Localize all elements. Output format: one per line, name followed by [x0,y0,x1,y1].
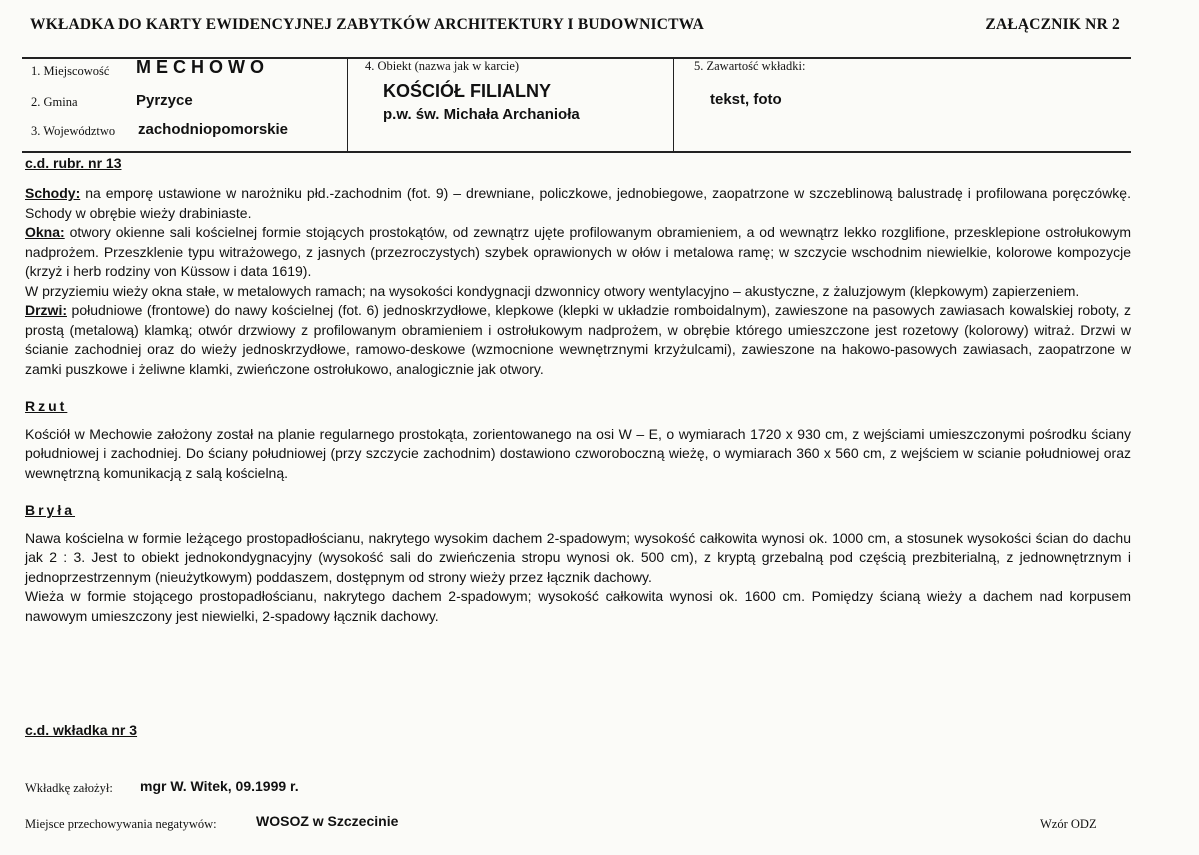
rzut-heading: Rzut [25,398,68,414]
drzwi-paragraph [25,301,1131,379]
okna-text: otwory okienne sali kościelnej formie stojących prostokątów, od zewnątrz ujęte profilowanym obramieniem, a od wewnątrz lekko rozglifione, przesklepione ostrołukowym nadprożem. Przeszklenie typu witrażowego, z jasnych (przezroczystych) szybek oprawionych w ołów i metalowa ramę; w szczycie wschodnim niewielkie, kolorowe kompozycje (krzyż i herb rodziny von Küssow i data 1619). [25,224,1131,279]
document-body [25,184,1131,626]
wojewodztwo-value: zachodniopomorskie [138,121,289,138]
okna-label: Okna: [25,224,65,240]
schody-label: Schody: [25,185,81,201]
bryla-paragraph-2: Wieża w formie stojącego prostopadłościanu, nakrytego dachem 2-spadowym; wysokość całkowita wynosi ok. 1600 cm. Pomiędzy ścianą wieży a dachem nad korpusem nawowym umieszczony jest niewielki, 2-spadowy łącznik dachowy. [25,588,1131,624]
okna-paragraph [25,223,1131,282]
fields-bottom-rule [22,151,1131,153]
okna-paragraph-2: W przyziemiu wieży okna stałe, w metalowych ramach; na wysokości kondygnacji dzwonnicy otwory wentylacyjno – akustyczne, z żaluzjowym (klepkowym) zapierzeniem. [25,282,1080,299]
miejscowosc-value: MECHOWO [136,57,269,77]
obiekt-dedication: p.w. św. Michała Archanioła [383,106,580,123]
negatywy-value: WOSOZ w Szczecinie [256,813,399,829]
obiekt-label: 4. Obiekt (nazwa jak w karcie) [365,59,520,73]
gmina-label: 2. Gmina [31,95,78,109]
zawartosc-value: tekst, foto [710,91,782,108]
drzwi-text: południowe (frontowe) do nawy kościelnej (fot. 6) jednoskrzydłowe, klepkowe (klepki w układzie romboidalnym), zawieszone na pasowych zawiasach kowalskiej roboty, z prostą (metalową) klamką; otwór drzwiowy z profilowanym obramieniem i ostrołukowym nadprożem, w obrębie którego umieszczone jest rozetowy (kolorowy) witraż. Drzwi w ścianie zachodniej oraz do wieży jednoskrzydłowe, ramowo-deskowe (wzmocnione wewnętrznymi krzyżulcami), zawieszone na hakowo-pasowych zawiasach, zaopatrzone w zamki puszkowe i żeliwne klamki, zwieńczone ostrołukowo, analogicznie jak otwory. [25,302,1131,377]
wojewodztwo-label: 3. Województwo [31,124,116,138]
schody-paragraph [25,184,1131,223]
drzwi-label: Drzwi: [25,302,67,318]
section-continuation-bottom: c.d. wkładka nr 3 [25,722,138,738]
bryla-heading: Bryła [25,502,76,518]
fields-divider-1 [347,57,348,151]
document-title: WKŁADKA DO KARTY EWIDENCYJNEJ ZABYTKÓW ARCHITEKTURY I BUDOWNICTWA [30,16,705,33]
negatywy-label: Miejsce przechowywania negatywów: [25,817,217,831]
zalozyl-value: mgr W. Witek, 09.1999 r. [140,778,299,794]
rzut-paragraph: Kościół w Mechowie założony został na planie regularnego prostokąta, zorientowanego na osi W – E, o wymiarach 1720 x 930 cm, z wejściami umieszczonymi pośrodku ściany południowej i zachodniej. Do ściany południowej (przy szczycie zachodnim) dostawiono czworoboczną wieżę, o wymiarach 360 x 560 cm, z wejściem w scianie południowej oraz wewnętrzną komunikacją z salą kościelną. [25,425,1131,481]
schody-text: na emporę ustawione w narożniku płd.-zachodnim (fot. 9) – drewniane, policzkowe, jednobiegowe, zaopatrzone w szczeblinową balustradę i profilowana poręczówkę. Schody w obrębie wieży drabiniaste. [25,185,1131,221]
zalozyl-label: Wkładkę założył: [25,781,113,795]
miejscowosc-label: 1. Miejscowość [31,64,110,78]
fields-divider-2 [673,57,674,151]
form-template-id: Wzór ODZ [1040,817,1097,831]
obiekt-name: KOŚCIÓŁ FILIALNY [383,81,551,101]
attachment-number: ZAŁĄCZNIK NR 2 [985,16,1120,33]
section-continuation-top: c.d. rubr. nr 13 [25,155,122,171]
bryla-paragraph: Nawa kościelna w formie leżącego prostopadłościanu, nakrytego wysokim dachem 2-spadowym; wysokość całkowita wynosi ok. 1000 cm, a stosunek wysokości ścian do dachu jak 2 : 3. Jest to obiekt jednokondygnacyjny (wysokość sali do zwieńczenia stropu wynosi ok. 500 cm), z kryptą grzebalną pod częścią prezbiterialną, z jednownętrznym i jednoprzestrzennym (nieużytkowym) poddaszem, dostępnym od strony wieży przez łącznik dachowy. [25,529,1131,585]
zawartosc-label: 5. Zawartość wkładki: [694,59,806,73]
gmina-value: Pyrzyce [136,92,193,109]
